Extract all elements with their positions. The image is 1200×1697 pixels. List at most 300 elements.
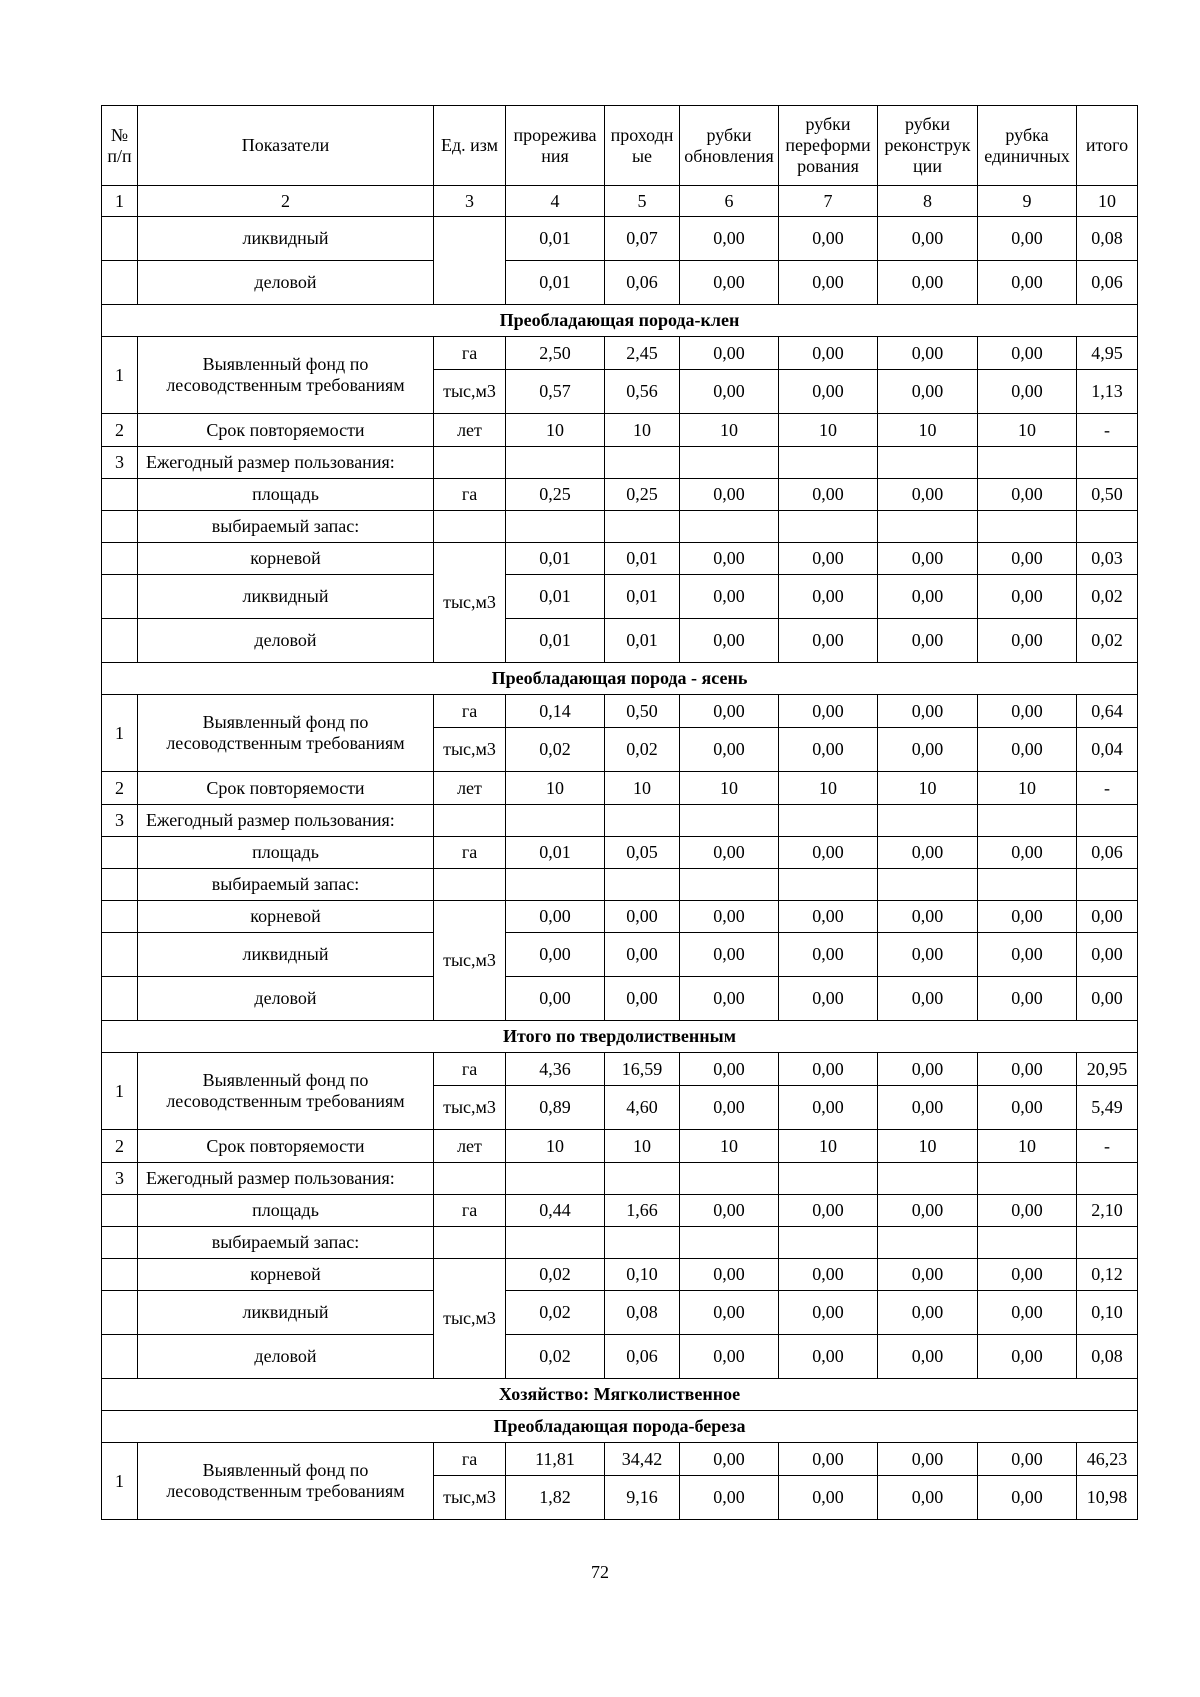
empty-cell: [978, 511, 1077, 543]
col-number: 9: [978, 186, 1077, 217]
empty-cell: [878, 805, 978, 837]
value-cell: 1,66: [605, 1195, 680, 1227]
empty-cell: [1077, 447, 1138, 479]
empty-cell: [779, 869, 878, 901]
row-number: 3: [102, 447, 138, 479]
indicator-label: Ежегодный размер пользования:: [138, 805, 434, 837]
unit-cell: тыс,м3: [434, 901, 506, 1021]
table-row: [102, 575, 1138, 619]
indicator-label: корневой: [138, 901, 434, 933]
value-cell: 4,60: [605, 1086, 680, 1130]
empty-cell: [878, 1163, 978, 1195]
value-cell: 0,00: [1077, 901, 1138, 933]
unit-cell: лет: [434, 1130, 506, 1163]
empty-cell: [506, 805, 605, 837]
value-cell: 10: [779, 1130, 878, 1163]
table-row: [102, 977, 1138, 1021]
unit-cell: тыс,м3: [434, 1086, 506, 1130]
value-cell: 0,08: [1077, 217, 1138, 261]
value-cell: 0,00: [878, 728, 978, 772]
unit-cell: га: [434, 479, 506, 511]
table-row: [102, 1195, 1138, 1227]
value-cell: 0,00: [680, 543, 779, 575]
value-cell: 1,13: [1077, 370, 1138, 414]
indicator-label: Ежегодный размер пользования:: [138, 447, 434, 479]
value-cell: 0,00: [680, 1476, 779, 1520]
empty-cell: [434, 1227, 506, 1259]
value-cell: 0,06: [1077, 837, 1138, 869]
value-cell: 0,00: [779, 1291, 878, 1335]
value-cell: 0,57: [506, 370, 605, 414]
unit-cell: тыс,м3: [434, 370, 506, 414]
value-cell: 0,00: [878, 479, 978, 511]
header-total: итого: [1077, 106, 1138, 186]
empty-cell: [605, 447, 680, 479]
table-row: [102, 1227, 1138, 1259]
empty-cell: [978, 1227, 1077, 1259]
value-cell: 0,08: [605, 1291, 680, 1335]
table-row: [102, 543, 1138, 575]
value-cell: 0,00: [779, 1195, 878, 1227]
empty-cell: [102, 977, 138, 1021]
table-row: [102, 1259, 1138, 1291]
row-number: 3: [102, 1163, 138, 1195]
section-title: Преобладающая порода-береза: [102, 1411, 1138, 1443]
col-number: 4: [506, 186, 605, 217]
unit-cell: га: [434, 337, 506, 370]
table-row: [102, 261, 1138, 305]
value-cell: 0,01: [506, 217, 605, 261]
table-row: [102, 447, 1138, 479]
section-title: Хозяйство: Мягколиственное: [102, 1379, 1138, 1411]
indicator-label: Срок повторяемости: [138, 414, 434, 447]
value-cell: 5,49: [1077, 1086, 1138, 1130]
table-row: [102, 1291, 1138, 1335]
value-cell: 0,25: [605, 479, 680, 511]
table-row: [102, 1335, 1138, 1379]
value-cell: 0,02: [506, 1259, 605, 1291]
empty-cell: [434, 447, 506, 479]
empty-cell: [102, 619, 138, 663]
value-cell: 0,00: [680, 837, 779, 869]
col-number: 1: [102, 186, 138, 217]
value-cell: 0,00: [779, 543, 878, 575]
empty-cell: [878, 511, 978, 543]
indicator-label: выбираемый запас:: [138, 511, 434, 543]
value-cell: 0,00: [878, 575, 978, 619]
value-cell: 0,00: [978, 543, 1077, 575]
value-cell: 0,00: [506, 933, 605, 977]
col-number: 8: [878, 186, 978, 217]
forest-use-table: [101, 105, 1138, 1520]
indicator-label: Выявленный фонд по лесоводственным требованиям: [138, 695, 434, 772]
empty-cell: [102, 837, 138, 869]
table-row: [102, 1130, 1138, 1163]
value-cell: 1,82: [506, 1476, 605, 1520]
indicator-label: ликвидный: [138, 217, 434, 261]
unit-cell: га: [434, 695, 506, 728]
unit-cell: га: [434, 1195, 506, 1227]
section-heading-row: [102, 1379, 1138, 1411]
value-cell: 0,00: [779, 901, 878, 933]
value-cell: 10: [680, 772, 779, 805]
value-cell: 0,05: [605, 837, 680, 869]
value-cell: 0,00: [779, 695, 878, 728]
header-renewal: рубки обновления: [680, 106, 779, 186]
value-cell: 0,08: [1077, 1335, 1138, 1379]
value-cell: 0,00: [779, 619, 878, 663]
value-cell: 0,01: [605, 543, 680, 575]
table-row: [102, 1053, 1138, 1086]
indicator-label: корневой: [138, 1259, 434, 1291]
value-cell: 0,50: [1077, 479, 1138, 511]
value-cell: 0,00: [680, 1195, 779, 1227]
empty-cell: [102, 1195, 138, 1227]
indicator-label: деловой: [138, 261, 434, 305]
value-cell: 0,00: [680, 575, 779, 619]
value-cell: 0,00: [506, 977, 605, 1021]
value-cell: 0,00: [779, 1259, 878, 1291]
value-cell: 0,00: [779, 370, 878, 414]
empty-cell: [978, 1163, 1077, 1195]
indicator-label: площадь: [138, 1195, 434, 1227]
empty-cell: [680, 1227, 779, 1259]
value-cell: 0,01: [605, 619, 680, 663]
empty-cell: [102, 869, 138, 901]
indicator-label: Выявленный фонд по лесоводственным требованиям: [138, 337, 434, 414]
col-number: 5: [605, 186, 680, 217]
unit-cell: га: [434, 1443, 506, 1476]
value-cell: 0,00: [680, 370, 779, 414]
header-reconstr: рубки реконструк ции: [878, 106, 978, 186]
empty-cell: [506, 447, 605, 479]
section-heading-row: [102, 305, 1138, 337]
value-cell: 0,00: [878, 901, 978, 933]
empty-cell: [102, 543, 138, 575]
header-indicators: Показатели: [138, 106, 434, 186]
table-header-row: [102, 106, 1138, 186]
header-single: рубка единичных: [978, 106, 1077, 186]
col-number: 6: [680, 186, 779, 217]
value-cell: 2,45: [605, 337, 680, 370]
unit-cell: тыс,м3: [434, 543, 506, 663]
value-cell: 0,00: [878, 337, 978, 370]
value-cell: 0,00: [978, 1476, 1077, 1520]
table-row: [102, 511, 1138, 543]
value-cell: 0,00: [878, 1195, 978, 1227]
col-number: 3: [434, 186, 506, 217]
value-cell: 9,16: [605, 1476, 680, 1520]
section-heading-row: [102, 1411, 1138, 1443]
header-unit: Ед. изм: [434, 106, 506, 186]
value-cell: 0,00: [779, 261, 878, 305]
empty-cell: [102, 933, 138, 977]
table-row: [102, 869, 1138, 901]
column-number-row: [102, 186, 1138, 217]
indicator-label: ликвидный: [138, 933, 434, 977]
value-cell: 0,00: [878, 619, 978, 663]
value-cell: 0,00: [779, 217, 878, 261]
value-cell: 0,00: [680, 901, 779, 933]
value-cell: 0,00: [978, 479, 1077, 511]
empty-cell: [102, 575, 138, 619]
row-number: 1: [102, 1443, 138, 1520]
value-cell: 0,00: [779, 728, 878, 772]
value-cell: 0,00: [978, 575, 1077, 619]
value-cell: 10: [506, 414, 605, 447]
value-cell: 10: [878, 414, 978, 447]
value-cell: 0,00: [878, 1086, 978, 1130]
value-cell: 0,00: [878, 1443, 978, 1476]
empty-cell: [506, 511, 605, 543]
value-cell: 0,00: [680, 619, 779, 663]
row-number: 1: [102, 337, 138, 414]
empty-cell: [102, 901, 138, 933]
empty-cell: [605, 869, 680, 901]
indicator-label: Выявленный фонд по лесоводственным требованиям: [138, 1053, 434, 1130]
value-cell: 16,59: [605, 1053, 680, 1086]
table-row: [102, 217, 1138, 261]
value-cell: 0,00: [978, 261, 1077, 305]
value-cell: 0,02: [506, 728, 605, 772]
indicator-label: корневой: [138, 543, 434, 575]
value-cell: 0,00: [680, 977, 779, 1021]
table-row: [102, 1443, 1138, 1476]
table-row: [102, 837, 1138, 869]
value-cell: 0,00: [779, 575, 878, 619]
value-cell: 0,00: [680, 261, 779, 305]
value-cell: 10: [605, 1130, 680, 1163]
value-cell: 0,00: [978, 933, 1077, 977]
indicator-label: деловой: [138, 619, 434, 663]
unit-cell: тыс,м3: [434, 1476, 506, 1520]
row-number: 1: [102, 1053, 138, 1130]
value-cell: 0,12: [1077, 1259, 1138, 1291]
table-row: [102, 414, 1138, 447]
value-cell: 2,10: [1077, 1195, 1138, 1227]
empty-cell: [506, 869, 605, 901]
empty-cell: [434, 1163, 506, 1195]
empty-cell: [680, 1163, 779, 1195]
value-cell: 0,44: [506, 1195, 605, 1227]
value-cell: 0,00: [779, 1053, 878, 1086]
value-cell: 0,01: [506, 575, 605, 619]
value-cell: 0,00: [978, 370, 1077, 414]
value-cell: 0,00: [878, 543, 978, 575]
empty-cell: [102, 511, 138, 543]
value-cell: 0,00: [779, 1086, 878, 1130]
indicator-label: Срок повторяемости: [138, 1130, 434, 1163]
value-cell: 0,25: [506, 479, 605, 511]
value-cell: 0,00: [978, 619, 1077, 663]
unit-cell: га: [434, 837, 506, 869]
indicator-label: Срок повторяемости: [138, 772, 434, 805]
value-cell: 10: [779, 414, 878, 447]
value-cell: 20,95: [1077, 1053, 1138, 1086]
indicator-label: выбираемый запас:: [138, 869, 434, 901]
indicator-label: деловой: [138, 1335, 434, 1379]
empty-cell: [102, 1291, 138, 1335]
empty-cell: [680, 869, 779, 901]
unit-cell: [434, 217, 506, 305]
empty-cell: [779, 447, 878, 479]
header-reform: рубки переформи рования: [779, 106, 878, 186]
row-number: 2: [102, 414, 138, 447]
empty-cell: [978, 869, 1077, 901]
value-cell: 0,00: [978, 1443, 1077, 1476]
value-cell: 10: [878, 772, 978, 805]
value-cell: 0,02: [506, 1291, 605, 1335]
empty-cell: [102, 1335, 138, 1379]
empty-cell: [102, 1259, 138, 1291]
value-cell: 0,00: [978, 728, 1077, 772]
empty-cell: [878, 1227, 978, 1259]
value-cell: 0,64: [1077, 695, 1138, 728]
header-no: № п/п: [102, 106, 138, 186]
empty-cell: [1077, 511, 1138, 543]
empty-cell: [779, 511, 878, 543]
value-cell: -: [1077, 1130, 1138, 1163]
empty-cell: [878, 869, 978, 901]
value-cell: 0,00: [878, 370, 978, 414]
value-cell: 0,07: [605, 217, 680, 261]
empty-cell: [102, 217, 138, 261]
empty-cell: [102, 479, 138, 511]
value-cell: 0,00: [978, 837, 1077, 869]
value-cell: 0,00: [878, 1291, 978, 1335]
empty-cell: [434, 511, 506, 543]
value-cell: 10: [779, 772, 878, 805]
value-cell: 4,36: [506, 1053, 605, 1086]
value-cell: 0,10: [1077, 1291, 1138, 1335]
empty-cell: [506, 1163, 605, 1195]
value-cell: 0,56: [605, 370, 680, 414]
value-cell: 0,02: [506, 1335, 605, 1379]
empty-cell: [605, 1163, 680, 1195]
value-cell: 0,00: [878, 977, 978, 1021]
value-cell: 0,00: [680, 695, 779, 728]
value-cell: 0,00: [978, 1086, 1077, 1130]
value-cell: 10: [680, 1130, 779, 1163]
empty-cell: [878, 447, 978, 479]
page-number: 72: [591, 1562, 609, 1582]
value-cell: 0,00: [680, 1053, 779, 1086]
empty-cell: [779, 1227, 878, 1259]
value-cell: 10: [978, 414, 1077, 447]
value-cell: 0,01: [506, 837, 605, 869]
value-cell: 0,00: [779, 337, 878, 370]
empty-cell: [434, 805, 506, 837]
value-cell: 0,00: [779, 933, 878, 977]
indicator-label: Ежегодный размер пользования:: [138, 1163, 434, 1195]
value-cell: 0,00: [978, 901, 1077, 933]
value-cell: 0,00: [605, 977, 680, 1021]
table-row: [102, 619, 1138, 663]
value-cell: 11,81: [506, 1443, 605, 1476]
value-cell: 4,95: [1077, 337, 1138, 370]
value-cell: 0,00: [978, 1195, 1077, 1227]
value-cell: 0,00: [680, 217, 779, 261]
value-cell: 0,00: [1077, 933, 1138, 977]
value-cell: 0,00: [680, 1259, 779, 1291]
value-cell: 10: [680, 414, 779, 447]
value-cell: 0,89: [506, 1086, 605, 1130]
value-cell: 0,00: [1077, 977, 1138, 1021]
table-row: [102, 337, 1138, 370]
value-cell: 0,00: [605, 901, 680, 933]
table-row: [102, 1163, 1138, 1195]
empty-cell: [506, 1227, 605, 1259]
indicator-label: выбираемый запас:: [138, 1227, 434, 1259]
empty-cell: [102, 1227, 138, 1259]
value-cell: 0,00: [680, 1443, 779, 1476]
table-row: [102, 901, 1138, 933]
section-title: Преобладающая порода - ясень: [102, 663, 1138, 695]
value-cell: 0,00: [878, 217, 978, 261]
value-cell: 0,00: [978, 1053, 1077, 1086]
value-cell: 0,00: [878, 1053, 978, 1086]
value-cell: 46,23: [1077, 1443, 1138, 1476]
value-cell: 10: [978, 772, 1077, 805]
value-cell: 34,42: [605, 1443, 680, 1476]
value-cell: 0,00: [680, 1291, 779, 1335]
empty-cell: [434, 869, 506, 901]
indicator-label: ликвидный: [138, 1291, 434, 1335]
row-number: 3: [102, 805, 138, 837]
section-heading-row: [102, 663, 1138, 695]
empty-cell: [680, 447, 779, 479]
value-cell: 10,98: [1077, 1476, 1138, 1520]
col-number: 2: [138, 186, 434, 217]
empty-cell: [1077, 1227, 1138, 1259]
empty-cell: [605, 1227, 680, 1259]
value-cell: 0,00: [978, 977, 1077, 1021]
value-cell: 0,00: [680, 1086, 779, 1130]
header-passing: проходн ые: [605, 106, 680, 186]
section-title: Итого по твердолиственным: [102, 1021, 1138, 1053]
value-cell: 0,00: [878, 695, 978, 728]
value-cell: 0,00: [978, 217, 1077, 261]
value-cell: 0,02: [605, 728, 680, 772]
value-cell: 0,50: [605, 695, 680, 728]
value-cell: 10: [506, 1130, 605, 1163]
table-row: [102, 933, 1138, 977]
indicator-label: ликвидный: [138, 575, 434, 619]
value-cell: 0,00: [878, 1476, 978, 1520]
col-number: 7: [779, 186, 878, 217]
empty-cell: [978, 805, 1077, 837]
value-cell: 0,00: [506, 901, 605, 933]
value-cell: 10: [978, 1130, 1077, 1163]
value-cell: 2,50: [506, 337, 605, 370]
value-cell: 0,01: [506, 543, 605, 575]
value-cell: -: [1077, 772, 1138, 805]
value-cell: 0,00: [878, 1259, 978, 1291]
section-title: Преобладающая порода-клен: [102, 305, 1138, 337]
value-cell: 0,00: [779, 977, 878, 1021]
row-number: 2: [102, 772, 138, 805]
empty-cell: [680, 511, 779, 543]
empty-cell: [779, 1163, 878, 1195]
empty-cell: [1077, 869, 1138, 901]
value-cell: 0,01: [605, 575, 680, 619]
value-cell: -: [1077, 414, 1138, 447]
value-cell: 0,00: [779, 1476, 878, 1520]
indicator-label: Выявленный фонд по лесоводственным требованиям: [138, 1443, 434, 1520]
value-cell: 0,01: [506, 261, 605, 305]
value-cell: 0,01: [506, 619, 605, 663]
value-cell: 0,02: [1077, 619, 1138, 663]
